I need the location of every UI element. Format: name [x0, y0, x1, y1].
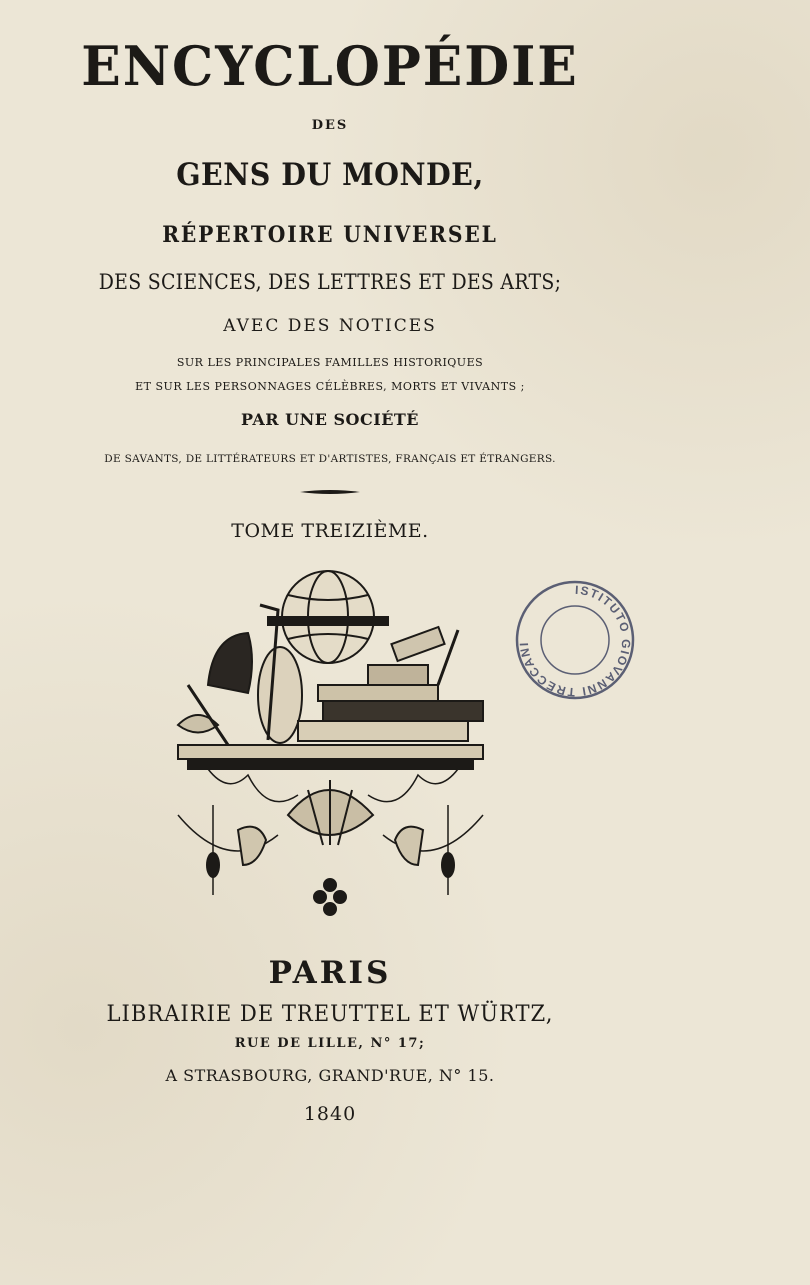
volume-label: TOME TREIZIÈME.	[231, 520, 429, 542]
savants-line: DE SAVANTS, DE LITTÉRATEURS ET D'ARTISTES, FRANÇAIS ET ÉTRANGERS.	[104, 453, 556, 465]
imprint-publisher: LIBRAIRIE DE TREUTTEL ET WÜRTZ,	[106, 1002, 554, 1027]
library-stamp-icon	[512, 578, 638, 702]
stamp-text: ISTITUTO GIOVANNI TRECCANI	[516, 582, 634, 700]
imprint-address: RUE DE LILLE, N° 17;	[234, 1036, 426, 1051]
ornamental-rule-icon	[298, 488, 362, 496]
imprint-year: 1840	[303, 1103, 357, 1125]
globe-books-shelf-engraving-icon	[168, 565, 496, 930]
sciences-line: DES SCIENCES, DES LETTRES ET DES ARTS;	[98, 270, 562, 294]
avec-notices-line: AVEC DES NOTICES	[223, 316, 437, 336]
repertoire-line: RÉPERTOIRE UNIVERSEL	[162, 222, 498, 248]
book-title: ENCYCLOPÉDIE	[81, 34, 579, 98]
societe-line: PAR UNE SOCIÉTÉ	[241, 410, 419, 429]
personnages-line: ET SUR LES PERSONNAGES CÉLÈBRES, MORTS ET VIVANTS ;	[135, 380, 525, 393]
familles-line: SUR LES PRINCIPALES FAMILLES HISTORIQUES	[176, 356, 484, 369]
title-connector: DES	[311, 118, 349, 133]
imprint-city: PARIS	[268, 955, 392, 991]
imprint-strasbourg: A STRASBOURG, GRAND'RUE, N° 15.	[165, 1066, 495, 1085]
book-subtitle: GENS DU MONDE,	[176, 157, 484, 193]
